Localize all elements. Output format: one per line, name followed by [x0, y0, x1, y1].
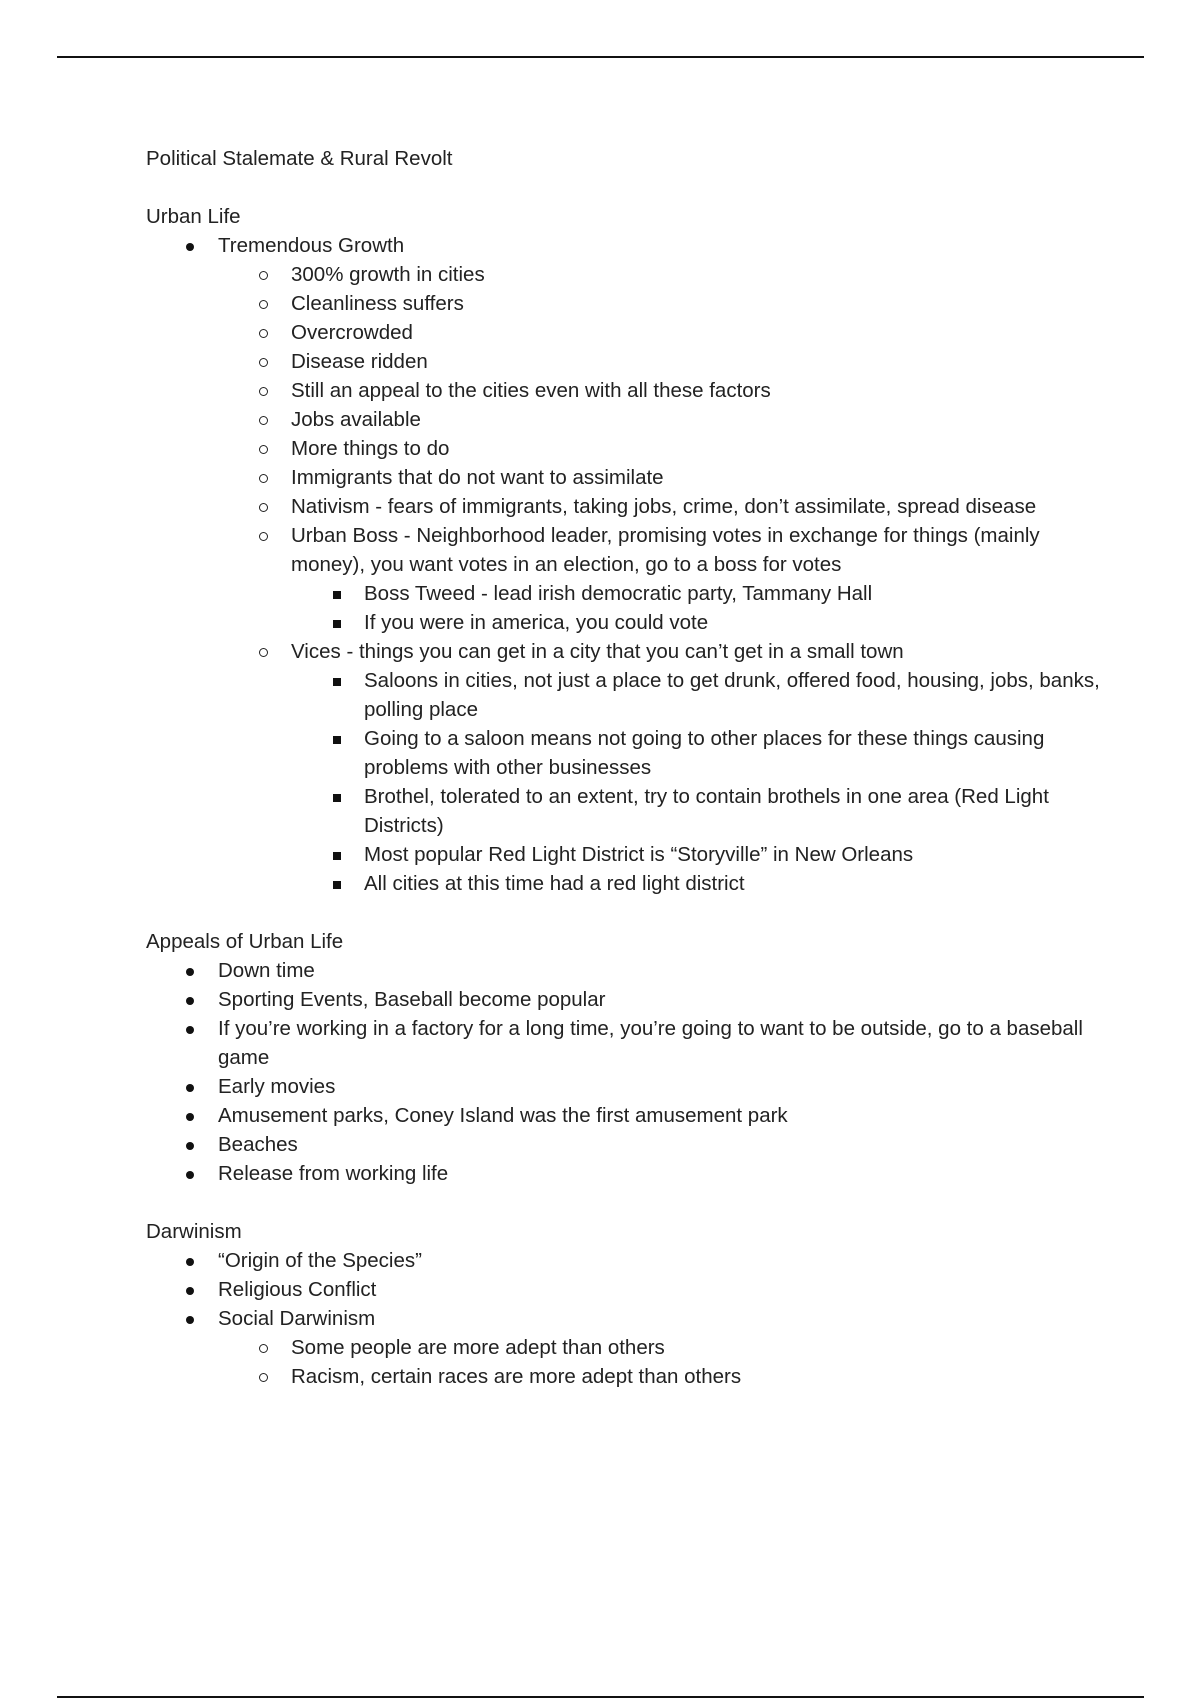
list-item-text: Sporting Events, Baseball become popular: [218, 988, 606, 1011]
list-item-text: Down time: [218, 959, 315, 982]
list-item: [146, 492, 1106, 521]
hollow-bullet-icon: [259, 358, 268, 367]
square-bullet-icon: [333, 736, 341, 744]
list-item: [146, 1130, 1106, 1159]
hollow-bullet-icon: [259, 445, 268, 454]
hollow-bullet-icon: [259, 648, 268, 657]
sections-container: [146, 202, 1106, 1391]
square-bullet-icon: [333, 852, 341, 860]
square-bullet-icon: [333, 678, 341, 686]
list-item: [146, 869, 1106, 898]
list-item: [146, 405, 1106, 434]
filled-bullet-icon: [186, 1142, 194, 1150]
list-item-text: Nativism - fears of immigrants, taking jobs, crime, don’t assimilate, spread disease: [291, 495, 1037, 518]
hollow-bullet-icon: [259, 271, 268, 280]
list-item: [146, 1159, 1106, 1188]
section-heading: Appeals of Urban Life: [146, 930, 344, 953]
hollow-bullet-icon: [259, 1344, 268, 1353]
hollow-bullet-icon: [259, 329, 268, 338]
hollow-bullet-icon: [259, 503, 268, 512]
document-title: Political Stalemate & Rural Revolt: [146, 147, 453, 170]
hollow-bullet-icon: [259, 387, 268, 396]
list-item: [146, 1333, 1106, 1362]
square-bullet-icon: [333, 620, 341, 628]
list-item-text: Boss Tweed - lead irish democratic party, Tammany Hall: [364, 582, 873, 605]
bullet-list: [146, 956, 1106, 1188]
list-item: [146, 666, 1106, 724]
list-item: [146, 782, 1106, 840]
list-item: [146, 521, 1106, 579]
list-item-text: Vices - things you can get in a city that you can’t get in a small town: [291, 640, 904, 663]
section-heading: Urban Life: [146, 205, 241, 228]
list-item: [146, 260, 1106, 289]
list-item-text: Beaches: [218, 1133, 298, 1156]
list-item: [146, 1246, 1106, 1275]
square-bullet-icon: [333, 591, 341, 599]
filled-bullet-icon: [186, 1113, 194, 1121]
section: [146, 927, 1106, 1188]
square-bullet-icon: [333, 881, 341, 889]
square-bullet-icon: [333, 794, 341, 802]
filled-bullet-icon: [186, 997, 194, 1005]
list-item-text: Racism, certain races are more adept than others: [291, 1365, 742, 1388]
list-item: [146, 840, 1106, 869]
list-item: [146, 956, 1106, 985]
list-item-text: Tremendous Growth: [218, 234, 405, 257]
list-item-text: Social Darwinism: [218, 1307, 376, 1330]
filled-bullet-icon: [186, 1316, 194, 1324]
list-item-text: Immigrants that do not want to assimilate: [291, 466, 664, 489]
list-item-text: Most popular Red Light District is “Storyville” in New Orleans: [364, 843, 914, 866]
hollow-bullet-icon: [259, 300, 268, 309]
section-heading: Darwinism: [146, 1220, 242, 1243]
list-item: [146, 463, 1106, 492]
list-item-text: Religious Conflict: [218, 1278, 377, 1301]
list-item-text: Saloons in cities, not just a place to get drunk, offered food, housing, jobs, banks, polling place: [364, 669, 1100, 721]
list-item-text: Early movies: [218, 1075, 336, 1098]
list-item-text: “Origin of the Species”: [218, 1249, 422, 1272]
top-rule: [57, 56, 1144, 58]
section: [146, 202, 1106, 898]
list-item-text: All cities at this time had a red light district: [364, 872, 745, 895]
list-item: [146, 637, 1106, 666]
list-item: [146, 1014, 1106, 1072]
bullet-list: [146, 231, 1106, 898]
list-item: [146, 579, 1106, 608]
list-item-text: Brothel, tolerated to an extent, try to contain brothels in one area (Red Light Districts): [364, 785, 1049, 837]
list-item-text: Jobs available: [291, 408, 421, 431]
list-item: [146, 608, 1106, 637]
list-item: [146, 1362, 1106, 1391]
document-body: [146, 144, 1106, 1420]
list-item-text: Some people are more adept than others: [291, 1336, 665, 1359]
filled-bullet-icon: [186, 1084, 194, 1092]
filled-bullet-icon: [186, 1171, 194, 1179]
hollow-bullet-icon: [259, 532, 268, 541]
list-item-text: Urban Boss - Neighborhood leader, promising votes in exchange for things (mainly money), you want votes in an election, go to a boss for votes: [291, 524, 1040, 576]
bottom-rule: [57, 1696, 1144, 1698]
list-item-text: 300% growth in cities: [291, 263, 485, 286]
list-item-text: Still an appeal to the cities even with all these factors: [291, 379, 771, 402]
list-item: [146, 289, 1106, 318]
list-item-text: Disease ridden: [291, 350, 428, 373]
filled-bullet-icon: [186, 243, 194, 251]
hollow-bullet-icon: [259, 416, 268, 425]
section: [146, 1217, 1106, 1391]
filled-bullet-icon: [186, 1258, 194, 1266]
list-item: [146, 1275, 1106, 1304]
list-item: [146, 318, 1106, 347]
list-item-text: More things to do: [291, 437, 450, 460]
list-item: [146, 1304, 1106, 1333]
list-item-text: Cleanliness suffers: [291, 292, 464, 315]
list-item: [146, 1072, 1106, 1101]
hollow-bullet-icon: [259, 474, 268, 483]
list-item-text: Going to a saloon means not going to other places for these things causing problems with other businesses: [364, 727, 1045, 779]
list-item: [146, 347, 1106, 376]
list-item: [146, 231, 1106, 260]
list-item: [146, 376, 1106, 405]
list-item-text: Release from working life: [218, 1162, 449, 1185]
list-item-text: If you were in america, you could vote: [364, 611, 709, 634]
list-item: [146, 985, 1106, 1014]
list-item: [146, 724, 1106, 782]
filled-bullet-icon: [186, 1287, 194, 1295]
list-item: [146, 1101, 1106, 1130]
list-item: [146, 434, 1106, 463]
hollow-bullet-icon: [259, 1373, 268, 1382]
list-item-text: If you’re working in a factory for a long time, you’re going to want to be outside, go to a baseball game: [218, 1017, 1083, 1069]
list-item-text: Overcrowded: [291, 321, 413, 344]
bullet-list: [146, 1246, 1106, 1391]
list-item-text: Amusement parks, Coney Island was the first amusement park: [218, 1104, 788, 1127]
filled-bullet-icon: [186, 968, 194, 976]
filled-bullet-icon: [186, 1026, 194, 1034]
